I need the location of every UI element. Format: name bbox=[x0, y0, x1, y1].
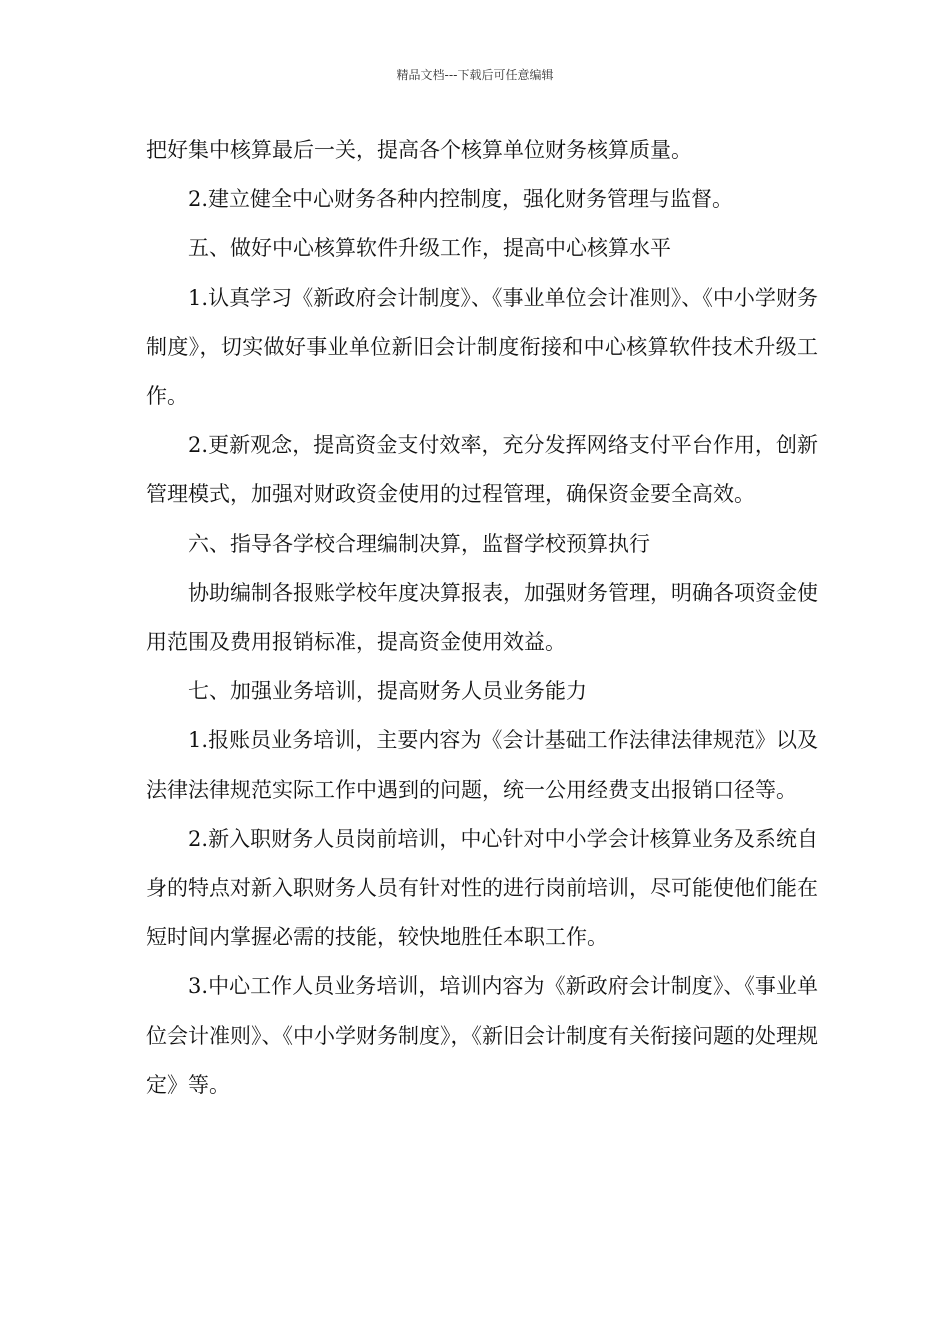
section-heading-7: 七、加强业务培训，提高财务人员业务能力 bbox=[188, 679, 587, 704]
paragraph-9: 1.报账员业务培训，主要内容为《会计基础工作法律法律规范》以及法律法律规范实际工作中遇到的问题，统一公用经费支出报销口径等。 bbox=[146, 728, 818, 802]
paragraph-4: 1.认真学习《新政府会计制度》、《事业单位会计准则》、《中小学财务制度》，切实做好事业单位新旧会计制度衔接和中心核算软件技术升级工作。 bbox=[146, 285, 818, 409]
paragraph-2: 2.建立健全中心财务各种内控制度，强化财务管理与监督。 bbox=[188, 187, 734, 212]
paragraph-7: 协助编制各报账学校年度决算报表，加强财务管理，明确各项资金使用范围及费用报销标准，提高资金使用效益。 bbox=[146, 580, 818, 655]
paragraph-5: 2.更新观念，提高资金支付效率，充分发挥网络支付平台作用，创新管理模式，加强对财政资金使用的过程管理，确保资金要全高效。 bbox=[146, 433, 818, 507]
paragraph-1: 把好集中核算最后一关，提高各个核算单位财务核算质量。 bbox=[146, 138, 692, 162]
section-heading-5: 五、做好中心核算软件升级工作，提高中心核算水平 bbox=[188, 236, 671, 261]
paragraph-11: 3.中心工作人员业务培训，培训内容为《新政府会计制度》、《事业单位会计准则》、《中小学财务制度》，《新旧会计制度有关衔接问题的处理规定》等。 bbox=[146, 974, 818, 1097]
section-heading-6: 六、指导各学校合理编制决算，监督学校预算执行 bbox=[188, 531, 650, 556]
paragraph-10: 2.新入职财务人员岗前培训，中心针对中小学会计核算业务及系统自身的特点对新入职财务人员有针对性的进行岗前培训，尽可能使他们能在短时间内掌握必需的技能，较快地胜任本职工作。 bbox=[146, 826, 818, 950]
page-header: 精品文档---下载后可任意编辑 bbox=[396, 68, 554, 82]
document-body bbox=[146, 126, 818, 1110]
